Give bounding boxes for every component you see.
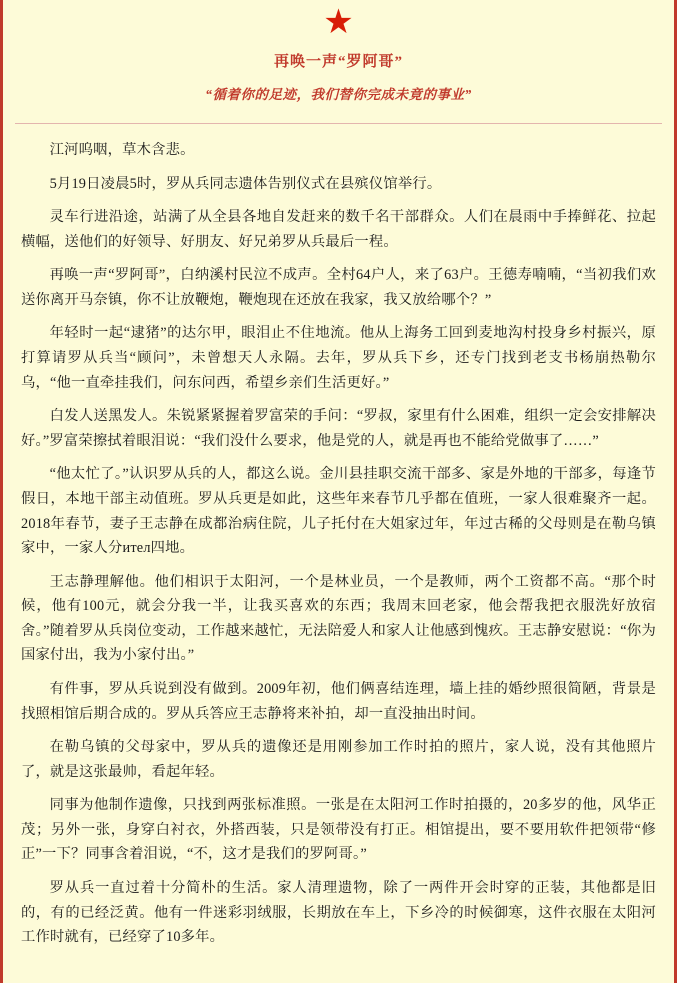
paragraph: 江河呜咽，草木含悲。 xyxy=(49,142,195,158)
paragraph: 5月19日凌晨5时，罗从兵同志遗体告别仪式在县殡仪馆举行。 xyxy=(49,175,442,192)
page-title: 再唤一声“罗阿哥” xyxy=(273,54,403,70)
header-emblem xyxy=(3,0,674,48)
header-divider xyxy=(15,123,662,124)
paragraph: “他太忙了。”认识罗从兵的人，都这么说。金川县挂职交流干部多、家是外地的干部多，每逢节假日，本地干部主动值班。罗从兵更是如此，这些年来春节几乎都在值班，一家人很难聚齐一起。2018年春节，妻子王志静在成都治病住院，儿子托付在大姐家过年，年过古稀的父母则是在勒乌镇家中，一家人分ител四地。 xyxy=(21,466,656,557)
paragraph: 同事为他制作遗像，只找到两张标准照。一张是在太阳河工作时拍摄的，20多岁的他，风华正茂；另外一张，身穿白衬衣，外搭西装，只是领带没有打正。相馆提出，要不要用软件把领带“修正”一下？同事含着泪说，“不，这才是我们的罗阿哥。” xyxy=(21,797,656,863)
paragraph: 再唤一声“罗阿哥”，白纳溪村民泣不成声。全村64户人，来了63户。王德寿喃喃，“当初我们欢送你离开马奈镇，你不让放鞭炮，鞭炮现在还放在我家，我又放给哪个？” xyxy=(21,267,656,308)
paragraph: 白发人送黑发人。朱锐紧紧握着罗富荣的手问：“罗叔，家里有什么困难，组织一定会安排解决好。”罗富荣擦拭着眼泪说：“我们没什么要求，他是党的人，就是再也不能给党做事了……” xyxy=(21,408,656,449)
title-block xyxy=(3,50,674,123)
paragraph: 王志静理解他。他们相识于太阳河，一个是林业员，一个是教师，两个工资都不高。“那个时候，他有100元，就会分我一半，让我买喜欢的东西；我周末回老家，他会帮我把衣服洗好放宿舍。”随着罗从兵岗位变动，工作越来越忙，无法陪爱人和家人让他感到愧疚。王志静安慰说：“你为国家付出，我为小家付出。” xyxy=(21,573,656,664)
paragraph: 年轻时一起“逮猪”的达尔甲，眼泪止不住地流。他从上海务工回到麦地沟村投身乡村振兴，原打算请罗从兵当“顾问”，未曾想天人永隔。去年，罗从兵下乡，还专门找到老支书杨崩热勒尔乌，“他一直牵挂我们，问东问西，希望乡亲们生活更好。” xyxy=(21,325,656,391)
paragraph: 罗从兵一直过着十分简朴的生活。家人清理遗物，除了一两件开会时穿的正装，其他都是旧的，有的已经泛黄。他有一件迷彩羽绒服，长期放在车上，下乡冷的时候御寒，这件衣服在太阳河工作时就有，已经穿了10多年。 xyxy=(21,880,656,946)
article-body xyxy=(3,138,674,979)
paragraph: 在勒乌镇的父母家中，罗从兵的遗像还是用刚参加工作时拍的照片，家人说，没有其他照片了，就是这张最帅，看起年轻。 xyxy=(21,739,656,780)
red-star-icon: ★ xyxy=(323,4,354,41)
page-subtitle: “循着你的足迹，我们替你完成未竟的事业” xyxy=(205,87,472,102)
paragraph: 有件事，罗从兵说到没有做到。2009年初，他们俩喜结连理，墙上挂的婚纱照很简陋，背景是找照相馆后期合成的。罗从兵答应王志静将来补拍，却一直没抽出时间。 xyxy=(21,680,656,722)
paragraph: 灵车行进沿途，站满了从全县各地自发赶来的数千名干部群众。人们在晨雨中手捧鲜花、拉起横幅，送他们的好领导、好朋友、好兄弟罗从兵最后一程。 xyxy=(21,209,656,250)
